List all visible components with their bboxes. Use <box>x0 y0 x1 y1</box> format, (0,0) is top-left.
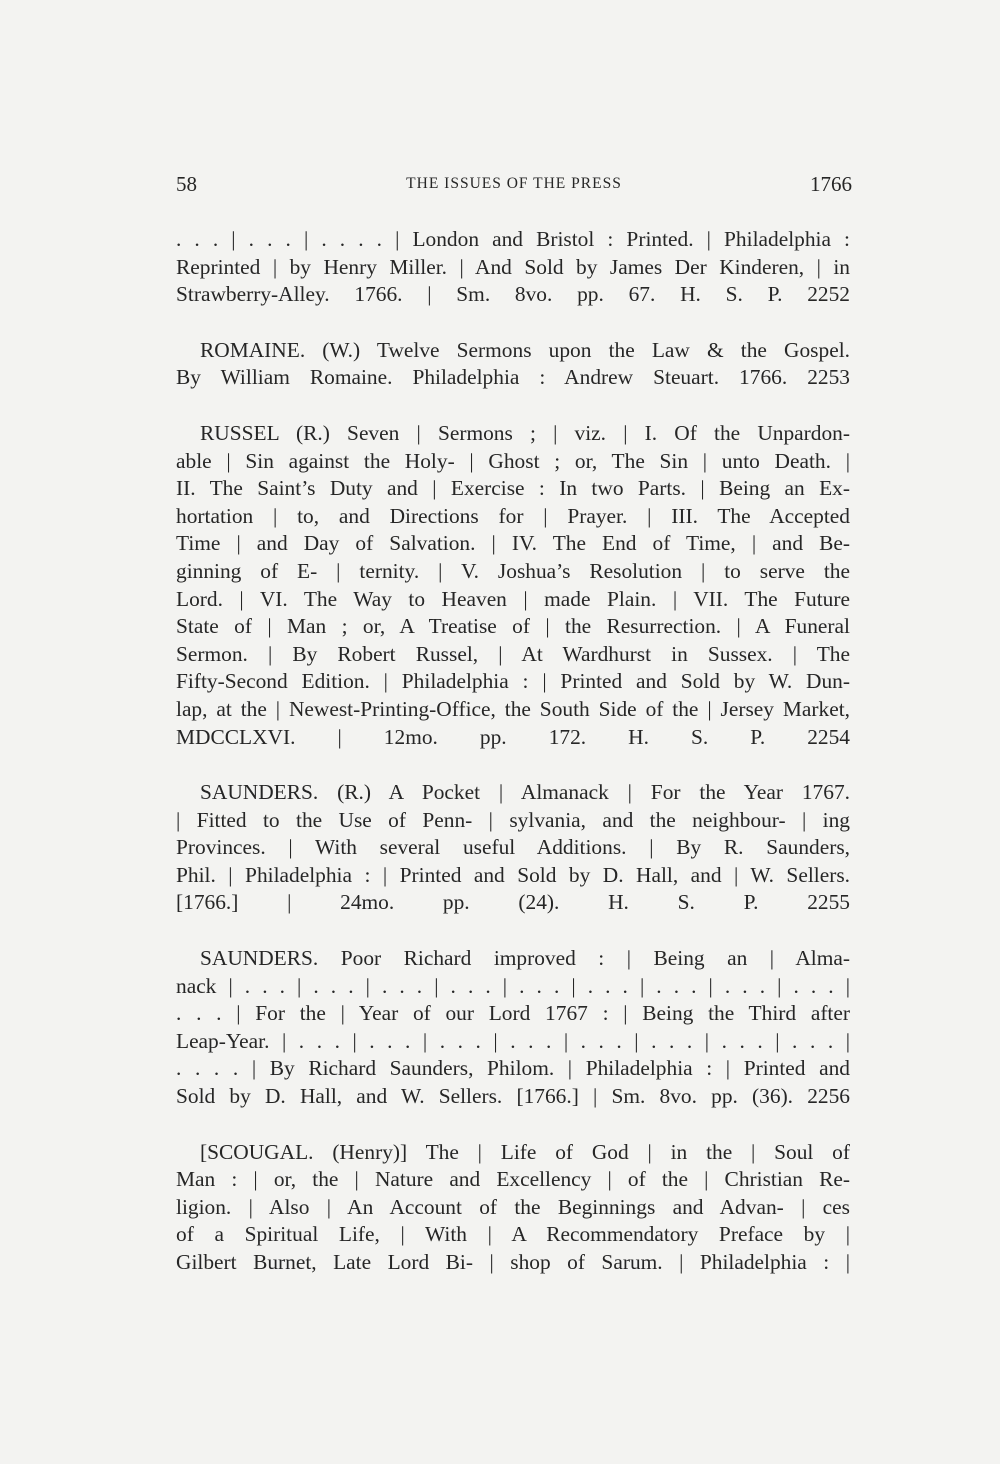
text-line: Sold by D. Hall, and W. Sellers. [1766.] | Sm. 8vo. pp. (36). 2256 <box>176 1084 850 1109</box>
text-line: . . . . | By Richard Saunders, Philom. | Philadelphia : | Printed and <box>176 1056 850 1081</box>
text-line: State of | Man ; or, A Treatise of | the Resurrection. | A Funeral <box>176 614 850 639</box>
bibliography-text <box>176 226 850 1277</box>
text-line: SAUNDERS. Poor Richard improved : | Being an | Alma- <box>200 946 850 971</box>
text-line: of a Spiritual Life, | With | A Recommendatory Preface by | <box>176 1222 850 1247</box>
text-line: Strawberry-Alley. 1766. | Sm. 8vo. pp. 67. H. S. P. 2252 <box>176 282 850 307</box>
text-line: hortation | to, and Directions for | Prayer. | III. The Accepted <box>176 503 850 528</box>
text-line: Man : | or, the | Nature and Excellency | of the | Christian Re- <box>176 1167 850 1192</box>
text-line: Provinces. | With several useful Additions. | By R. Saunders, <box>176 835 850 860</box>
text-line: nack | . . . | . . . | . . . | . . . | . . . | . . . | . . . | . . . | . . . | <box>176 973 850 998</box>
text-line: Gilbert Burnet, Late Lord Bi- | shop of Sarum. | Philadelphia : | <box>176 1250 850 1274</box>
text-line: II. The Saint’s Duty and | Exercise : In two Parts. | Being an Ex- <box>176 476 850 501</box>
text-line: [SCOUGAL. (Henry)] The | Life of God | in the | Soul of <box>200 1139 850 1164</box>
text-line: Lord. | VI. The Way to Heaven | made Plain. | VII. The Future <box>176 586 850 611</box>
entry-2253 <box>176 337 850 392</box>
entry-2255 <box>176 779 850 917</box>
entry-scougal <box>176 1139 850 1277</box>
text-line: lap, at the | Newest-Printing-Office, the South Side of the | Jersey Market, <box>176 696 850 721</box>
text-line: . . . | . . . | . . . . | London and Bristol : Printed. | Philadelphia : <box>176 227 850 251</box>
text-line: ginning of E- | ternity. | V. Joshua’s Resolution | to serve the <box>176 558 850 583</box>
entry-continuation <box>176 226 850 309</box>
text-line: . . . | For the | Year of our Lord 1767 : | Being the Third after <box>176 1001 850 1026</box>
text-line: RUSSEL (R.) Seven | Sermons ; | viz. | I. Of the Unpardon- <box>200 420 850 445</box>
text-line: Reprinted | by Henry Miller. | And Sold by James Der Kinderen, | in <box>176 254 850 279</box>
text-line: Time | and Day of Salvation. | IV. The End of Time, | and Be- <box>176 531 850 556</box>
running-header <box>176 172 852 204</box>
page-number: 58 <box>176 172 197 196</box>
text-line: ligion. | Also | An Account of the Beginnings and Advan- | ces <box>176 1194 850 1219</box>
text-line: Sermon. | By Robert Russel, | At Wardhurst in Sussex. | The <box>176 641 850 666</box>
entry-2254 <box>176 420 850 751</box>
text-line: Phil. | Philadelphia : | Printed and Sold by D. Hall, and | W. Sellers. <box>176 862 850 887</box>
text-line: | Fitted to the Use of Penn- | sylvania, and the neighbour- | ing <box>176 807 850 832</box>
text-line: Leap-Year. | . . . | . . . | . . . | . . . | . . . | . . . | . . . | . . . | <box>176 1028 850 1053</box>
text-line: ROMAINE. (W.) Twelve Sermons upon the Law & the Gospel. <box>200 337 850 362</box>
text-line: [1766.] | 24mo. pp. (24). H. S. P. 2255 <box>176 890 850 915</box>
text-line: MDCCLXVI. | 12mo. pp. 172. H. S. P. 2254 <box>176 724 850 749</box>
header-year: 1766 <box>810 172 852 196</box>
running-title: THE ISSUES OF THE PRESS <box>406 175 622 192</box>
text-line: Fifty-Second Edition. | Philadelphia : | Printed and Sold by W. Dun- <box>176 669 850 694</box>
text-line: By William Romaine. Philadelphia : Andrew Steuart. 1766. 2253 <box>176 365 850 390</box>
text-line: able | Sin against the Holy- | Ghost ; or, The Sin | unto Death. | <box>176 448 850 473</box>
entry-2256 <box>176 945 850 1111</box>
text-line: SAUNDERS. (R.) A Pocket | Almanack | For the Year 1767. <box>200 780 850 805</box>
